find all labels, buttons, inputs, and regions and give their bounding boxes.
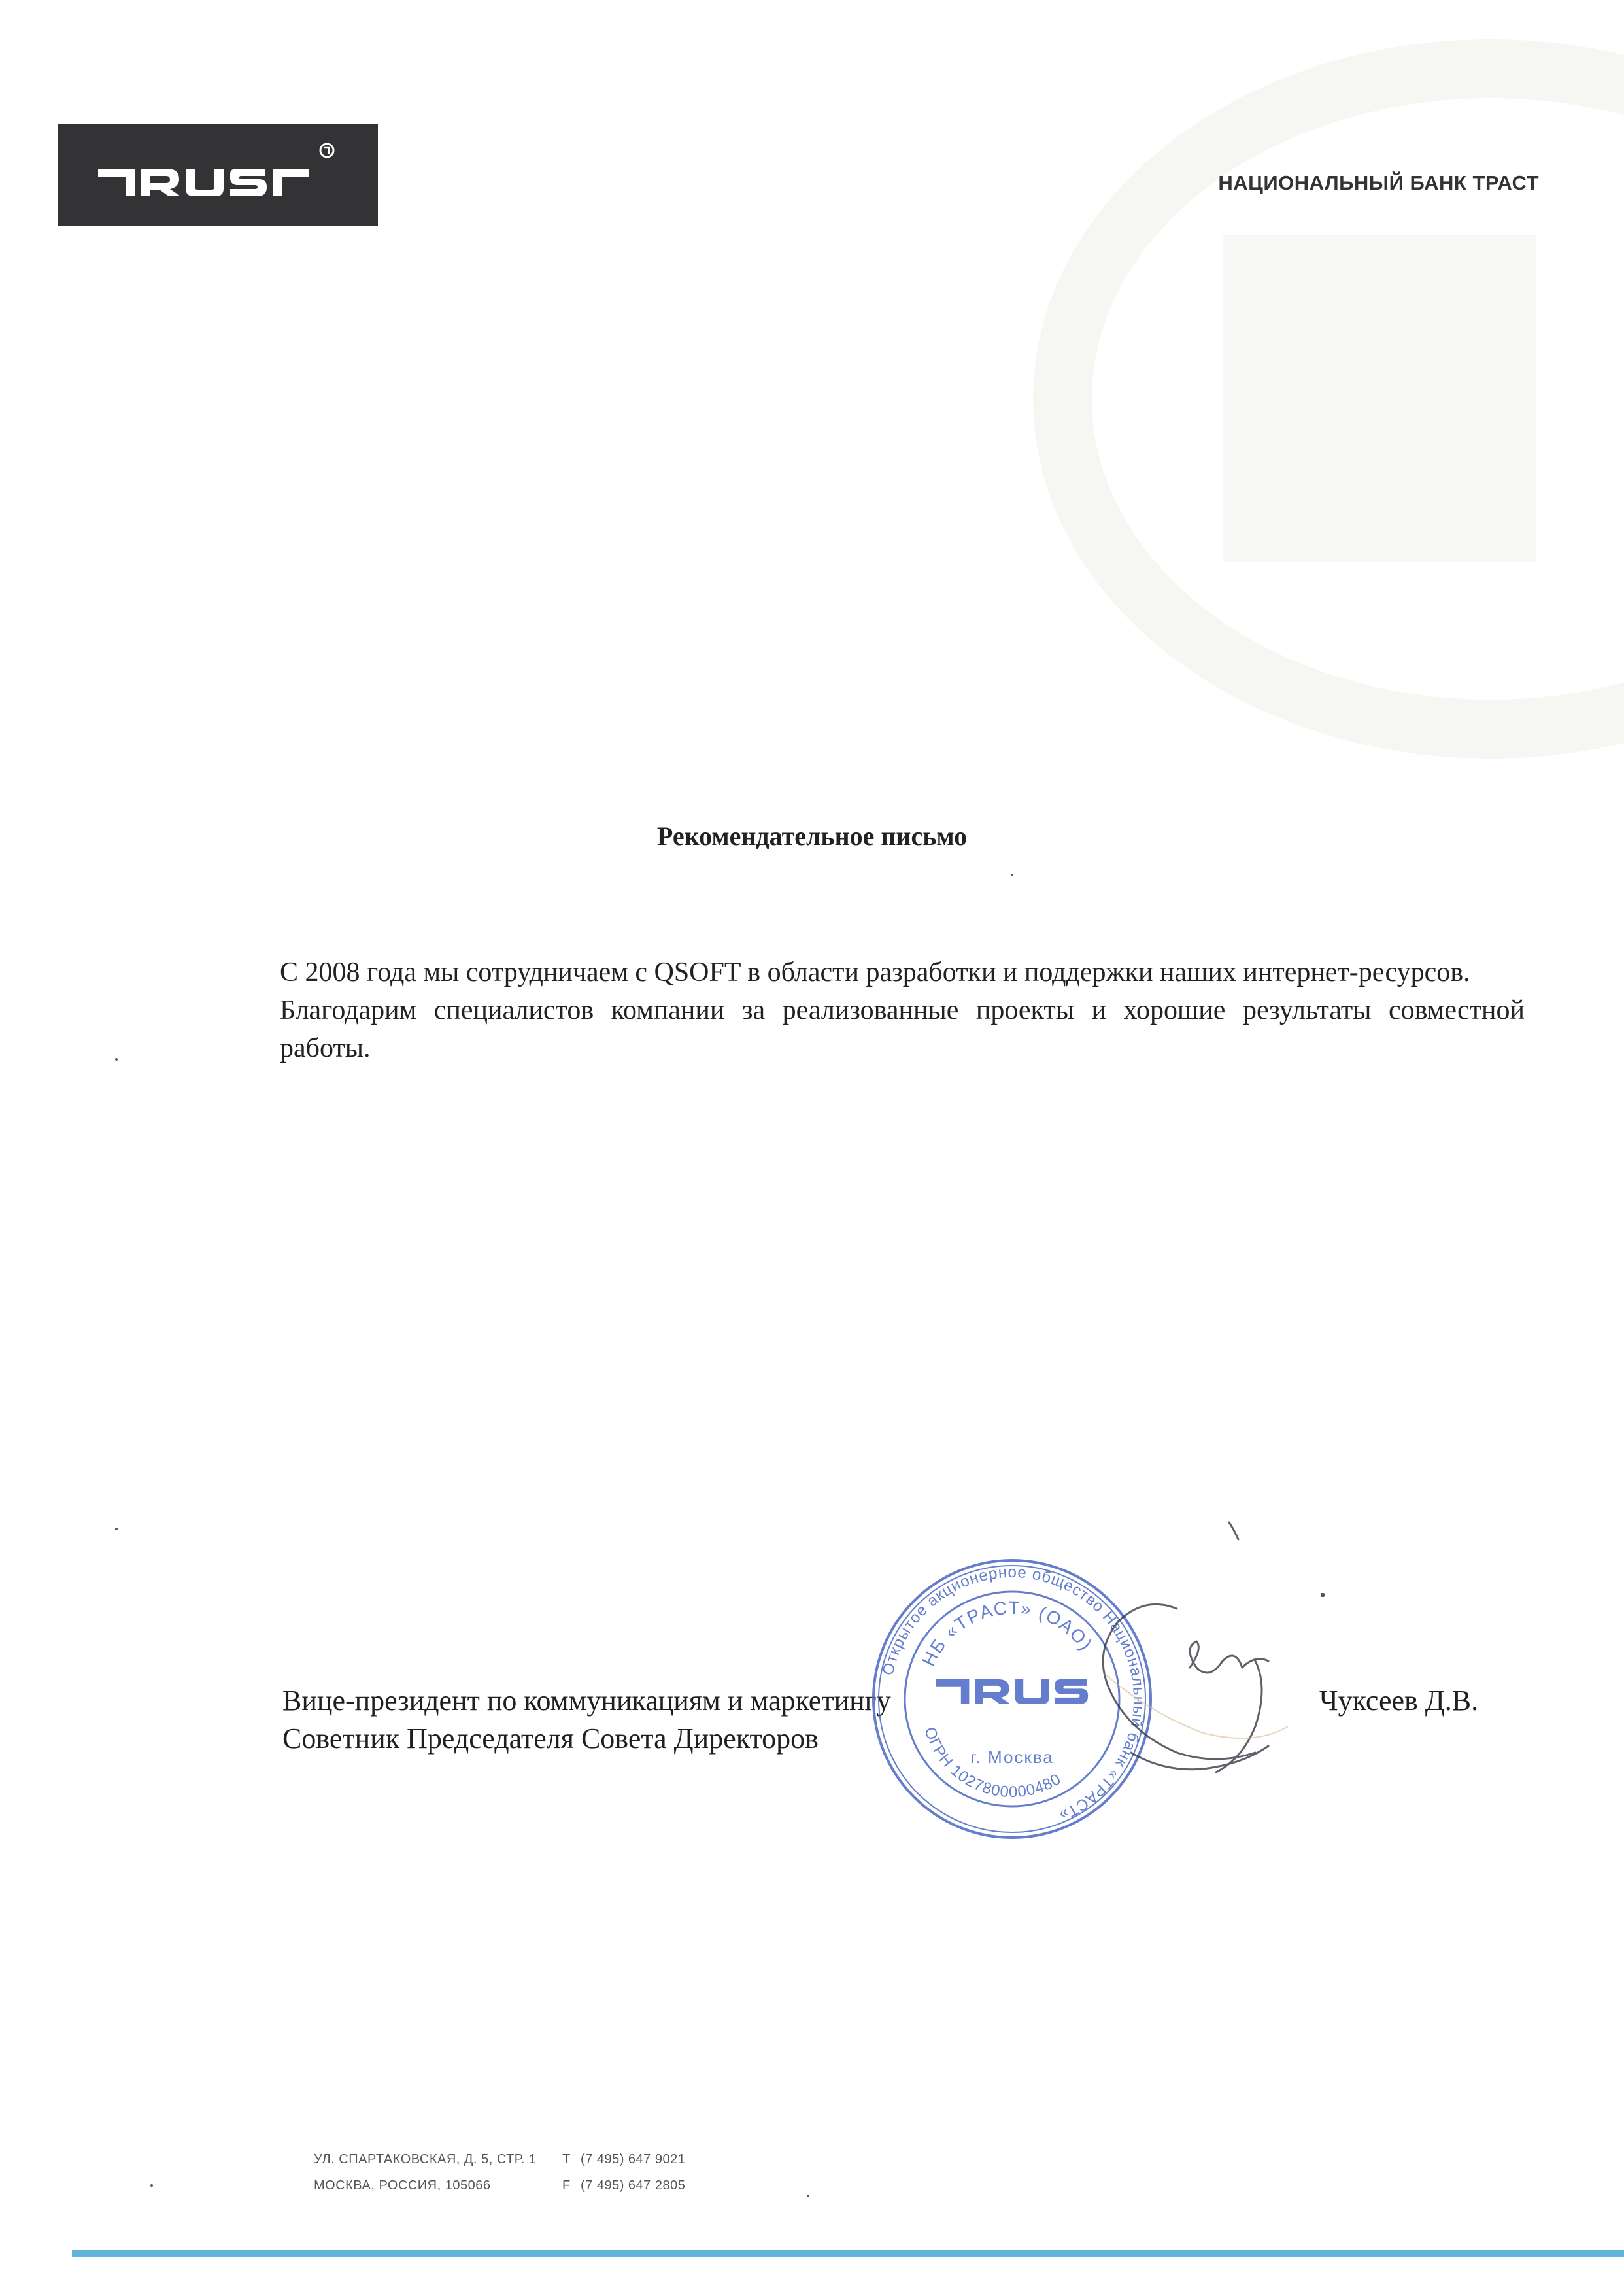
footer-fax-label: F bbox=[562, 2178, 571, 2193]
letter-paragraph-2: Благодарим специалистов компании за реализованные проекты и хорошие результаты совместной работы. bbox=[280, 995, 1525, 1063]
signatory-position bbox=[282, 1682, 891, 1758]
stamp-outer-text: Открытое акционерное общество Национальный банк «ТРАСТ» bbox=[879, 1563, 1148, 1825]
scan-speck bbox=[150, 2184, 153, 2187]
bank-name: НАЦИОНАЛЬНЫЙ БАНК ТРАСТ bbox=[1218, 171, 1539, 194]
letter-body bbox=[280, 953, 1525, 1067]
footer-address-line1: УЛ. СПАРТАКОВСКАЯ, Д. 5, СТР. 1 bbox=[314, 2152, 537, 2167]
footer-phone: (7 495) 647 9021 bbox=[581, 2152, 686, 2167]
trust-logo-mark bbox=[58, 124, 378, 226]
footer-fax: (7 495) 647 2805 bbox=[581, 2178, 686, 2193]
signatory-name: Чуксеев Д.В. bbox=[1319, 1685, 1479, 1717]
background-watermark-block bbox=[1223, 235, 1536, 562]
footer-row-2 bbox=[314, 2172, 685, 2199]
stamp-inner-text: НБ «ТРАСТ» (ОАО) bbox=[918, 1597, 1097, 1670]
handwritten-signature bbox=[981, 1517, 1373, 1847]
scan-speck bbox=[115, 1528, 118, 1530]
stamp-city: г. Москва bbox=[970, 1747, 1054, 1767]
footer-blue-rule bbox=[72, 2250, 1624, 2257]
footer-phone-label: Т bbox=[562, 2152, 571, 2167]
letter-title: Рекомендательное письмо bbox=[656, 821, 968, 851]
footer-address-line2: МОСКВА, РОССИЯ, 105066 bbox=[314, 2178, 491, 2193]
scan-speck bbox=[115, 1058, 118, 1061]
footer-row-1 bbox=[314, 2146, 685, 2172]
scan-speck bbox=[1321, 1593, 1325, 1597]
signatory-position-line1: Вице-президент по коммуникациям и маркетингу bbox=[282, 1685, 891, 1717]
footer-contacts bbox=[314, 2146, 685, 2199]
stamp-ogrn: ОГРН 1027800000480 bbox=[921, 1724, 1064, 1802]
letter-paragraph-1: С 2008 года мы сотрудничаем с QSOFT в области разработки и поддержки наших интернет-ресурсов. bbox=[280, 957, 1470, 987]
signatory-position-line2: Советник Председателя Совета Директоров bbox=[282, 1722, 819, 1755]
scan-speck bbox=[1011, 874, 1013, 876]
trust-logo bbox=[58, 124, 378, 226]
scan-speck bbox=[807, 2195, 809, 2197]
